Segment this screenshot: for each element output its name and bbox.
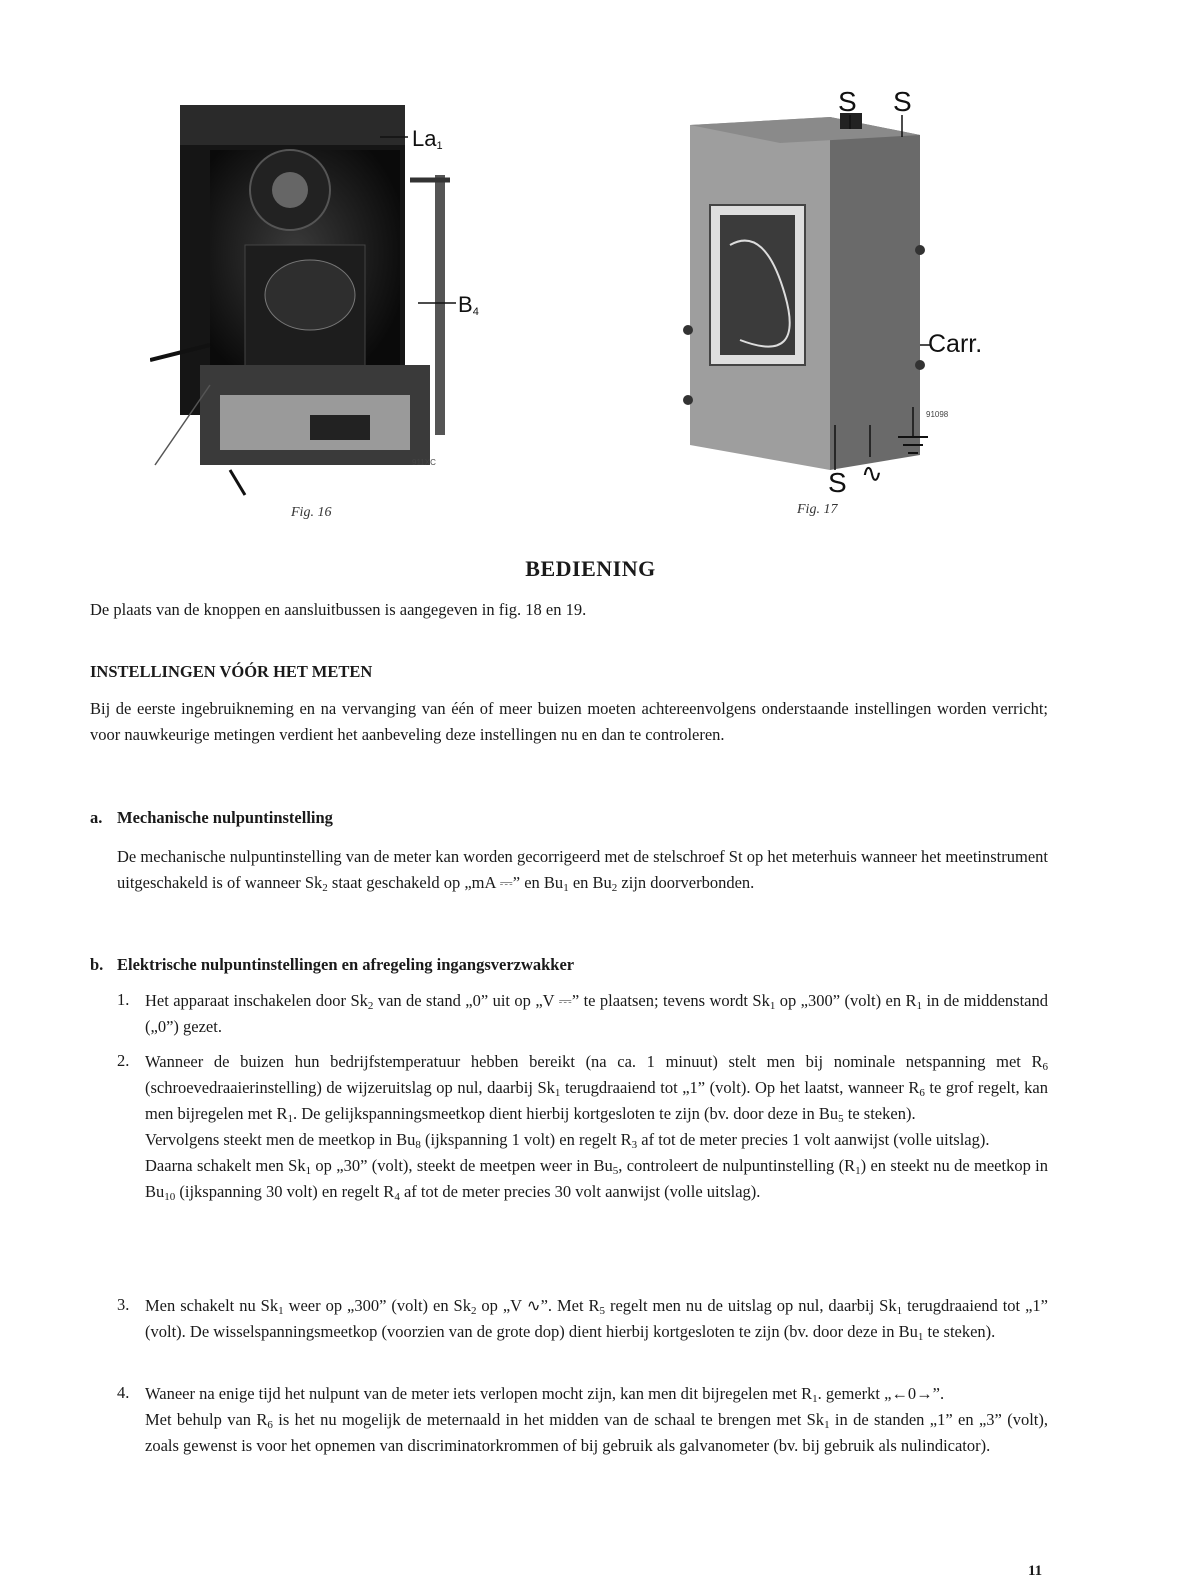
page-number: 11 [1028, 1563, 1043, 1579]
callout-b-sub: 4 [472, 306, 479, 318]
item-1-number: 1. [117, 990, 130, 1009]
item-2-number: 2. [117, 1051, 130, 1070]
callout-la-sub: 1 [436, 140, 443, 152]
figure-16-photo [150, 95, 490, 505]
item-2-text: Wanneer de buizen hun bedrijfstemperatuur hebben bereikt (na ca. 1 minuut) stelt men bij nominale netspanning met $R_6$ (schroevedraaierinstelling) de wijzeruitslag op nul, daarbij $Sk_1$ terugdraaiend tot „1” (volt). Op het laatst, wanneer $R_6$ te grof regelt, kan men bijregelen met $R_1$. De gelijkspanningsmeetkop dient hierbij kortgesloten te zijn (bv. door deze in $Bu_5$ te steken). Vervolgens steekt men de meetkop in $Bu_8$ (ijkspanning 1 volt) en regelt $R_3$ af tot de meter precies 1 volt aanwijst (volle uitslag). Daarna schakelt men $Sk_1$ op „30” (volt), steekt de meetpen weer in $Bu_5$, controleert de nulpuntinstelling $(R_1)$ en steekt nu de meetkop in $Bu_{10}$ (ijkspanning 30 volt) en regelt $R_4$ af tot de meter precies 30 volt aanwijst (volle uitslag). [145, 1052, 1049, 1203]
item-4-text: Waneer na enige tijd het nulpunt van de meter iets verlopen mocht zijn, kan men dit bijregelen met $R_1$. gemerkt „←0→”. Met behulp van $R_6$ is het nu mogelijk de meternaald in het midden van de schaal te brengen met $Sk_1$ in de standen „1” en „3” (volt), zoals gewenst is voor het opnemen van discriminatorkrommen of bij gebruik als galvanometer (bv. bij gebruik als nulindicator). [145, 1384, 1048, 1455]
item-4-number: 4. [117, 1383, 130, 1402]
callout-s-top-left: S [838, 86, 857, 117]
subsection-a-text-3: en Bu [568, 873, 612, 892]
subsection-a-sub-1: 2 [322, 882, 328, 894]
figure-16-caption: Fig. 16 [291, 505, 332, 520]
figure-17-photo [670, 95, 970, 505]
section-title: INSTELLINGEN VÓÓR HET METEN [90, 662, 373, 681]
callout-s-top-right: S [893, 86, 912, 117]
subsection-a-sub-3: 2 [611, 882, 618, 894]
subsection-b-title: Elektrische nulpuntinstellingen en afregeling ingangsverzwakker [117, 955, 575, 974]
callout-carr: Carr. [928, 330, 983, 358]
subsection-b-label: b. [90, 955, 104, 974]
subsection-a-text [117, 844, 1048, 896]
callout-la-text: La [412, 126, 437, 151]
item-3-number: 3. [117, 1295, 130, 1314]
subsection-a-text-1: De mechanische nulpuntinstelling van de meter kan worden gecorrigeerd met de stelschroef St op het meterhuis wanneer het meetinstrument uitgeschakeld is of wanneer Sk [117, 847, 1048, 892]
figure-16-code: 911XC [412, 458, 436, 467]
page-heading: BEDIENING [525, 556, 656, 581]
callout-ac: ∿ [861, 458, 883, 488]
callout-b-text: B [458, 292, 473, 317]
subsection-a-label: a. [90, 808, 103, 827]
intro-text: De plaats van de knoppen en aansluitbussen is aangegeven in fig. 18 en 19. [90, 600, 587, 619]
subsection-a-sub-2: 1 [563, 882, 569, 894]
item-1-text: Het apparaat inschakelen door $Sk_2$ van de stand „0” uit op „V ⎓” te plaatsen; tevens wordt $Sk_1$ op „300” (volt) en $R_1$ in de middenstand („0”) gezet. [145, 991, 1048, 1036]
section-text: Bij de eerste ingebruikneming en na vervanging van één of meer buizen moeten achtereenvolgens onderstaande instellingen worden verricht; voor nauwkeurige metingen verdient het aanbeveling deze instellingen nu en dan te controleren. [90, 699, 1048, 744]
subsection-a-text-4: zijn doorverbonden. [617, 873, 755, 892]
callout-s-bottom: S [828, 467, 847, 498]
callout-b4 [458, 292, 479, 318]
subsection-a-text-2: staat geschakeld op „mA ⎓” en Bu [327, 873, 564, 892]
callout-la1 [412, 126, 443, 152]
figure-17-caption: Fig. 17 [797, 502, 838, 517]
item-3-text: Men schakelt nu $Sk_1$ weer op „300” (volt) en $Sk_2$ op „V ∿”. Met $R_5$ regelt men nu de uitslag op nul, daarbij $Sk_1$ terugdraaiend tot „1” (volt). De wisselspanningsmeetkop (voorzien van de grote dop) dient hierbij kortgesloten te zijn (bv. door deze in $Bu_1$ te steken). [145, 1296, 1048, 1343]
subsection-a-title: Mechanische nulpuntinstelling [117, 808, 333, 827]
figure-17-code: 91098 [926, 410, 949, 419]
